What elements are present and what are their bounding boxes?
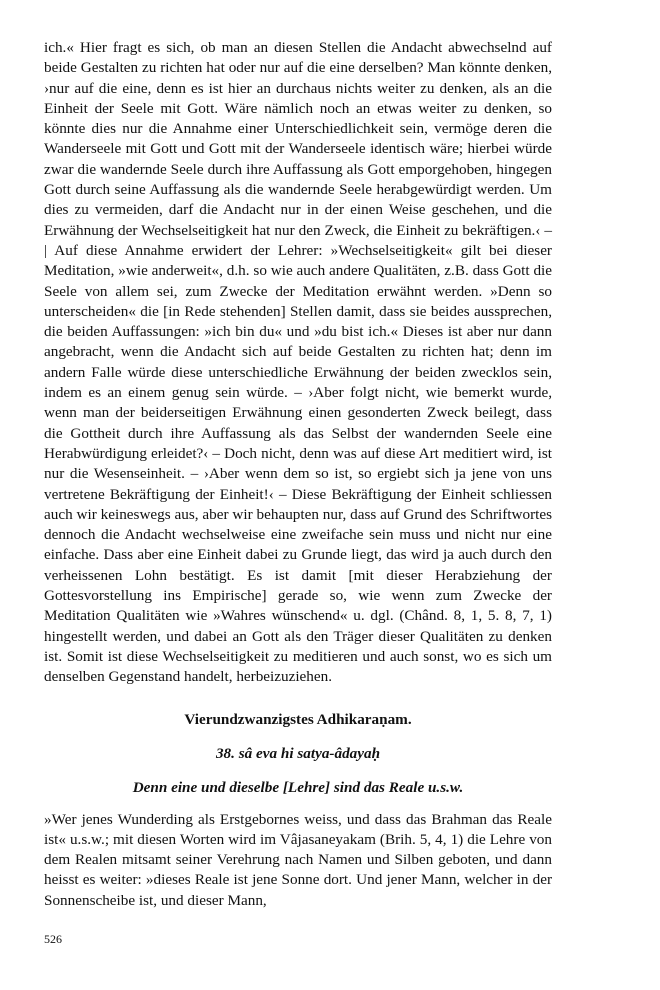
body-paragraph: ich.« Hier fragt es sich, ob man an diesen Stellen die Andacht abwechselnd auf beide Gestalten zu richten hat oder nur auf die eine derselben? Man könnte denken, ›nur auf die eine, denn es ist hier an durchaus nichts weiter zu denken, als an die Einheit der Seele mit Gott. Wäre nämlich noch an etwas weiter zu denken, so könnte dies nur die Annahme einer Unterschiedlichkeit sein, vermöge deren die Wanderseele mit Gott und Gott mit der Wanderseele identisch wäre; hierbei würde zwar die wandernde Seele durch ihre Auffassung als Gott emporgehoben, hingegen Gott durch seine Auffassung als die wandernde Seele herabgewürdigt werden. Um dies zu vermeiden, darf die Andacht nur in der einen Weise geschehen, und die Erwähnung der Wechselseitigkeit hat nur den Zweck, die Einheit zu bekräftigen.‹ – | Auf diese Annahme erwidert der Lehrer: »Wechselseitigkeit« gilt bei dieser Meditation, »wie anderweit«, d.h. so wie auch andere Qualitäten, z.B. dass Gott die Seele von allem sei, zum Zwecke der Meditation erwähnt werden. »Denn so unterscheiden« die [in Rede stehenden] Stellen damit, dass sie beides aussprechen, die beiden Auffassungen: »ich bin du« und »du bist ich.« Dieses ist aber nur dann angebracht, wenn die Andacht sich auf beide Gestalten zu richten hat; denn im andern Falle würde diese unterschiedliche Erwähnung der beiden zwecklos sein, indem es an einem genug sein würde. – ›Aber folgt nicht, wie bemerkt wurde, wenn man der beiderseitigen Erwähnung einen gesonderten Zweck beilegt, dass die Gottheit durch ihre Auffassung als das Selbst der wandernden Seele eine Herabwürdigung erleidet?‹ – Doch nicht, denn was auf diese Art meditiert wird, ist nur die Wesenseinheit. – ›Aber wenn dem so ist, so ergiebt sich ja jene von uns vertretene Bekräftigung der Einheit!‹ – Diese Bekräftigung der Einheit schliessen auch wir keineswegs aus, aber wir behaupten nur, dass auf Grund des Schriftwortes dennoch die Andacht wechselweise eine zweifache sein muss und nicht nur eine einfache. Dass aber eine Einheit dabei zu Grunde liegt, das wird ja auch durch den verheissenen Lohn bestätigt. Es ist damit [mit dieser Herabziehung der Gottesvorstellung ins Empirische] gerade so, wie wenn zum Zwecke der Meditation Qualitäten wie »Wahres wünschend« u. dgl. (Chând. 8, 1, 5. 8, 7, 1) hingestellt werden, und dabei an Gott als den Träger dieser Qualitäten zu denken ist. Somit ist diese Wechselseitigkeit zu meditieren und auch sonst, wo es sich um denselben Gegenstand handelt, herbeizuziehen. [44,39,552,686]
sutra-heading: 38. sâ eva hi satya-âdayaḥ [215,744,381,762]
body-paragraph-continued: »Wer jenes Wunderding als Erstgebornes weiss, und dass das Brahman das Reale ist« u.s.w.; mit diesen Worten wird im Vâjasaneyakam (Brih. 5, 4, 1) die Lehre von dem Realen mitsamt seiner Verehrung nach Namen und Silben geboten, und dann heisst es weiter: »dieses Reale ist jene Sonne dort. Und jener Mann, welcher in der Sonnenscheibe ist, und dieser Mann, [44,810,552,909]
page-content [44,38,552,911]
section-heading: Vierundzwanzigstes Adhikaraṇam. [184,710,412,728]
page-number: 526 [44,932,62,946]
sutra-translation: Denn eine und dieselbe [Lehre] sind das Reale u.s.w. [132,778,464,796]
